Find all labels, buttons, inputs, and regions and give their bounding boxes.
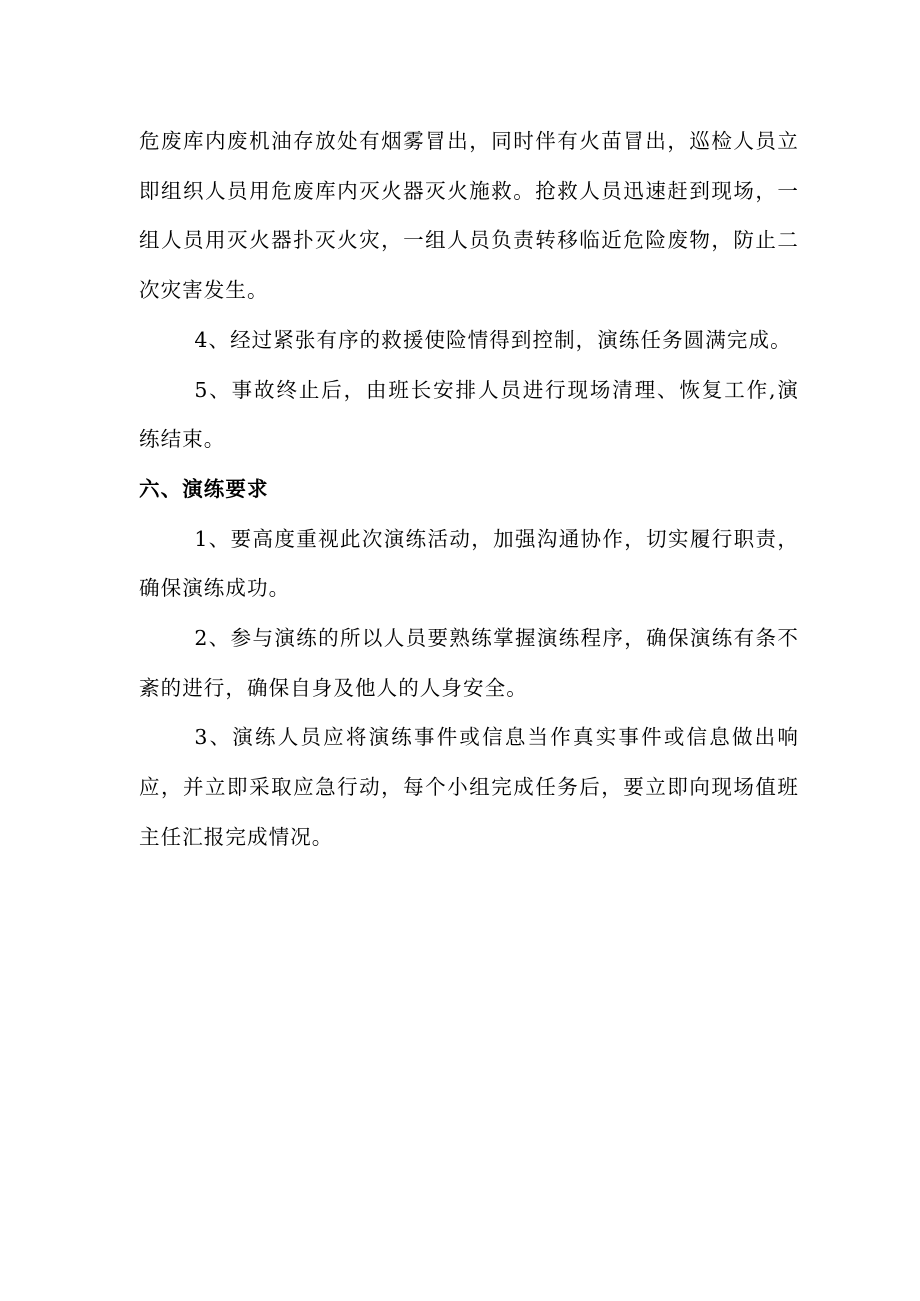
paragraph-step-4: 4、经过紧张有序的救援使险情得到控制，演练任务圆满完成。	[194, 327, 792, 352]
section-heading: 六、演练要求	[139, 476, 269, 501]
paragraph-step-5: 5、事故终止后，由班长安排人员进行现场清理、恢复工作,演练结束。	[139, 377, 799, 452]
paragraph-continuation: 危废库内废机油存放处有烟雾冒出，同时伴有火苗冒出，巡检人员立即组织人员用危废库内灭火器灭火施救。抢救人员迅速赶到现场，一组人员用灭火器扑灭火灾，一组人员负责转移临近危险废物，防止二次灾害发生。	[139, 129, 799, 303]
requirement-2: 2、参与演练的所以人员要熟练掌握演练程序，确保演练有条不紊的进行，确保自身及他人的人身安全。	[139, 626, 799, 700]
requirement-1: 1、要高度重视此次演练活动，加强沟通协作，切实履行职责，确保演练成功。	[139, 526, 799, 601]
document-body	[139, 117, 799, 863]
requirement-3: 3、演练人员应将演练事件或信息当作真实事件或信息做出响应，并立即采取应急行动，每个小组完成任务后，要立即向现场值班主任汇报完成情况。	[139, 725, 799, 849]
